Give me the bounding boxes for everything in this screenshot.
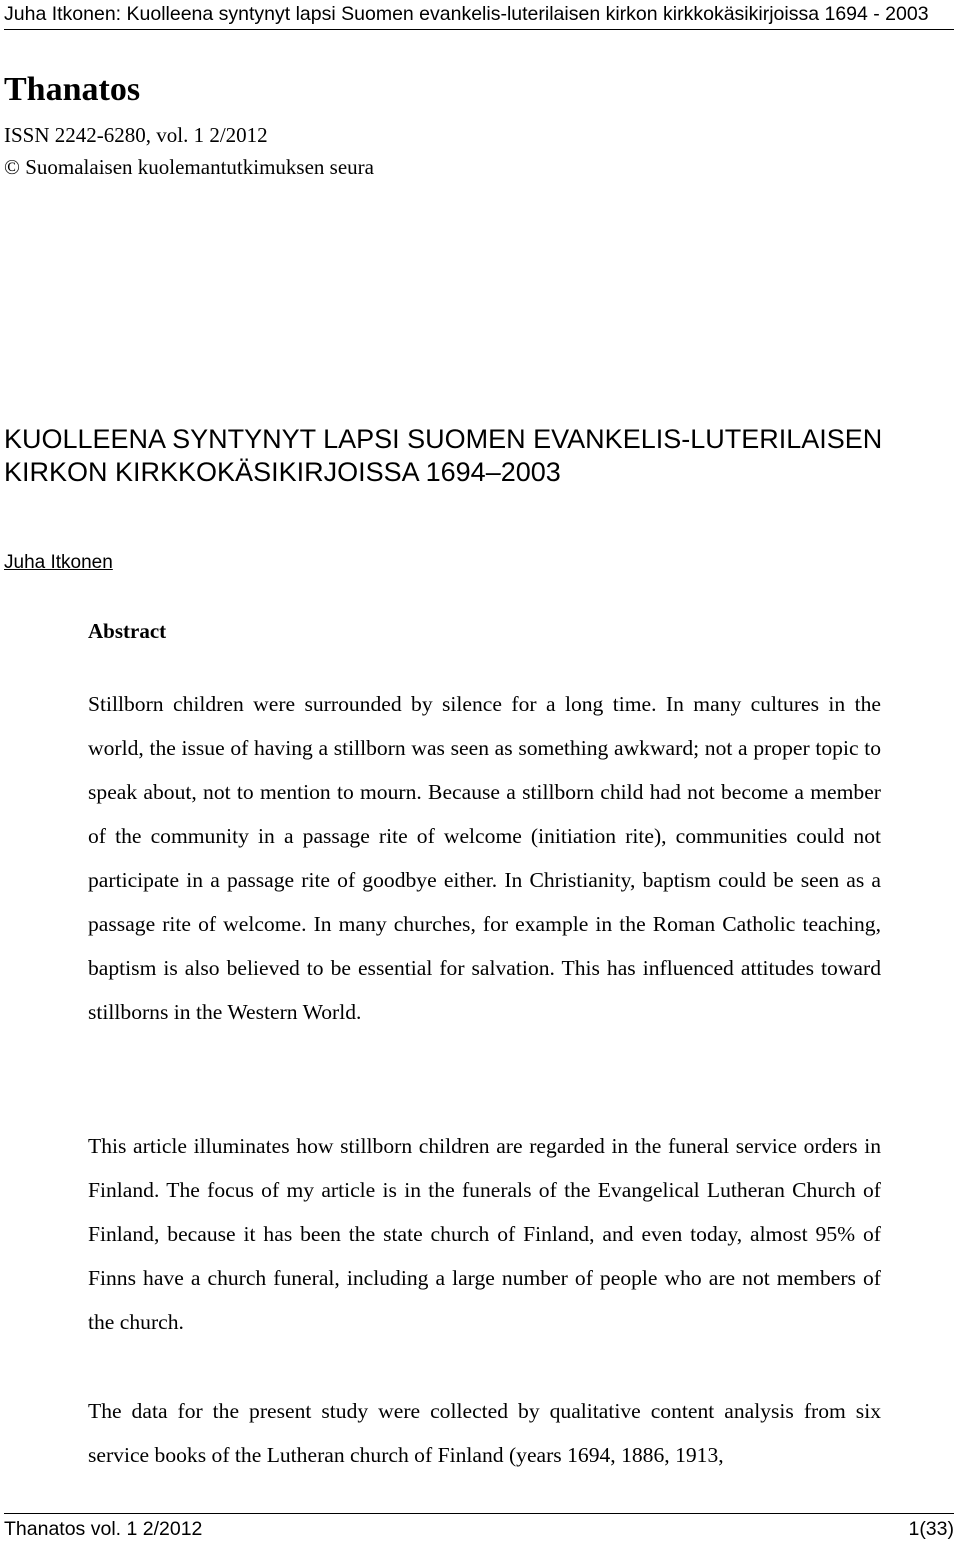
issn-line: ISSN 2242-6280, vol. 1 2/2012: [4, 123, 268, 147]
article-title: [4, 423, 954, 489]
abstract-paragraph-2: This article illuminates how stillborn children are regarded in the funeral service orders in Finland. The focus of my article is in the funerals of the Evangelical Lutheran Church of Finland, because it has been the state church of Finland, and even today, almost 95% of Finns have a church funeral, including a large number of people who are not members of the church.: [88, 1134, 881, 1334]
running-header: Juha Itkonen: Kuolleena syntynyt lapsi Suomen evankelis-luterilaisen kirkon kirkkokäsikirjoissa 1694 - 2003: [4, 1, 954, 30]
author-link[interactable]: Juha Itkonen: [4, 552, 113, 573]
article-title-line-2: KIRKON KIRKKOKÄSIKIRJOISSA 1694–2003: [4, 457, 561, 487]
journal-title: Thanatos: [4, 71, 141, 108]
abstract-heading: Abstract: [88, 619, 167, 643]
footer-journal-info: Thanatos vol. 1 2/2012: [4, 1518, 203, 1540]
abstract-paragraph-3: The data for the present study were collected by qualitative content analysis from six service books of the Lutheran church of Finland (years 1694, 1886, 1913,: [88, 1399, 881, 1467]
copyright-line: © Suomalaisen kuolemantutkimuksen seura: [4, 155, 374, 179]
page-number: 1(33): [908, 1518, 954, 1540]
article-title-line-1: KUOLLEENA SYNTYNYT LAPSI SUOMEN EVANKELIS-LUTERILAISEN: [4, 424, 883, 454]
page-footer: [4, 1513, 954, 1542]
abstract-paragraph-1: Stillborn children were surrounded by silence for a long time. In many cultures in the world, the issue of having a stillborn was seen as something awkward; not a proper topic to speak about, not to mention to mourn. Because a stillborn child had not become a member of the community in a passage rite of welcome (initiation rite), communities could not participate in a passage rite of goodbye either. In Christianity, baptism could be seen as a passage rite of welcome. In many churches, for example in the Roman Catholic teaching, baptism is also believed to be essential for salvation. This has influenced attitudes toward stillborns in the Western World.: [88, 692, 881, 1024]
